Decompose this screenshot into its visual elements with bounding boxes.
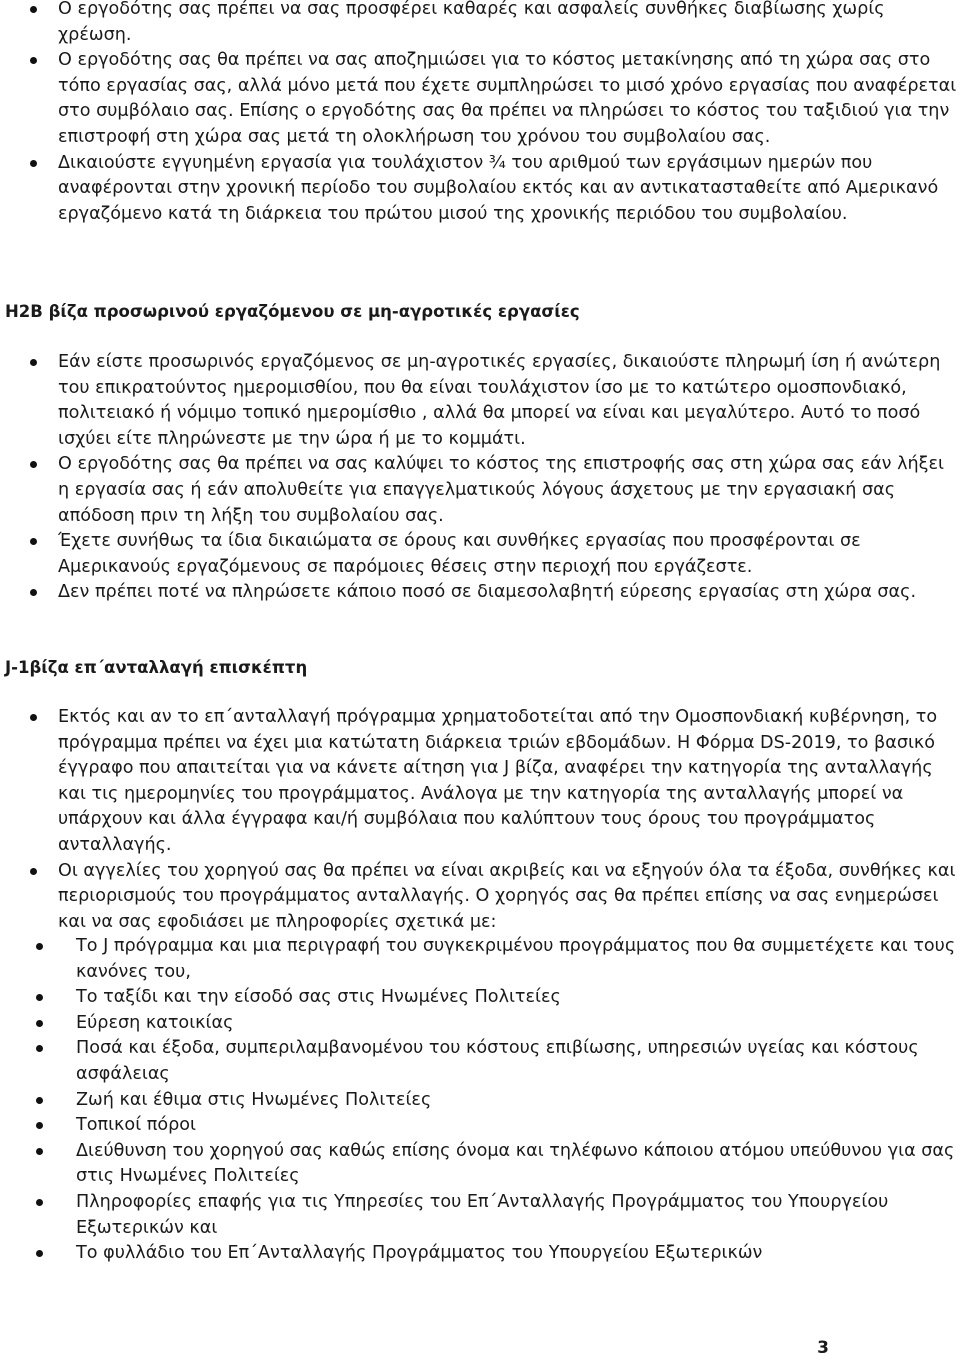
sub-list-item-text: Ζωή και έθιμα στις Ηνωμένες Πολιτείες: [76, 1089, 432, 1110]
sub-list-item-text: Το φυλλάδιο του Επ΄Ανταλλαγής Προγράμματος του Υπουργείου Εξωτερικών: [76, 1243, 763, 1264]
list-item-text: Εκτός και αν το επ΄ανταλλαγή πρόγραμμα χρηματοδοτείται από την Ομοσπονδιακή κυβέρνηση, το πρόγραμμα πρέπει να έχει μια κατώτατη διάρκεια τριών εβδομάδων. Η Φόρμα DS-2019, το βασικό έγγραφο που απαιτείται για να κάνετε αίτηση για J βίζα, αναφέρει την κατηγορία της ανταλλαγής και τις ημερομηνίες του προγράμματος. Ανάλογα με την κατηγορία της ανταλλαγής μπορεί να υπάρχουν και άλλα έγγραφα και/ή συμβόλαια που καλύπτουν τους όρους του προγράμματος ανταλλαγής.: [58, 707, 938, 855]
list-item-text: Ο εργοδότης σας θα πρέπει να σας καλύψει το κόστος της επιστροφής σας στη χώρα σας εάν λήξει η εργασία σας ή εάν απολυθείτε για επαγγελματικούς λόγους άσχετους με την εργασιακή σας απόδοση πριν τη λήξη του συμβολαίου σας.: [58, 454, 944, 526]
sub-list-item-text: Πληροφορίες επαφής για τις Υπηρεσίες του Επ΄Ανταλλαγής Προγράμματος του Υπουργείου Εξωτερικών και: [76, 1191, 889, 1238]
bullet-icon: [30, 359, 37, 366]
bullet-icon: [30, 868, 37, 875]
list-item: [0, 452, 960, 529]
bullet-icon: [36, 943, 43, 950]
list-item: [0, 0, 960, 48]
sub-list-item: [0, 934, 960, 985]
sub-list-item: [0, 1113, 960, 1139]
sub-list-item: [0, 1088, 960, 1114]
list-item: [0, 350, 960, 452]
list-item-text: Έχετε συνήθως τα ίδια δικαιώματα σε όρους και συνθήκες εργασίας που προσφέρονται σε Αμερικανούς εργαζόμενους σε παρόμοιες θέσεις στην περιοχή που εργάζεστε.: [58, 531, 861, 577]
bullet-icon: [36, 1199, 43, 1206]
j1-bullet-list: [0, 705, 960, 935]
bullet-icon: [30, 538, 37, 545]
bullet-icon: [36, 1020, 43, 1027]
sub-list-item: [0, 1011, 960, 1037]
list-item-text: Δεν πρέπει ποτέ να πληρώσετε κάποιο ποσό σε διαμεσολαβητή εύρεσης εργασίας στη χώρα σας.: [58, 582, 917, 603]
bullet-icon: [36, 1097, 43, 1104]
top-bullet-list: [0, 0, 960, 227]
list-item-text: Ο εργοδότης σας πρέπει να σας προσφέρει καθαρές και ασφαλείς συνθήκες διαβίωσης χωρίς χρέωση.: [58, 0, 885, 45]
bullet-icon: [30, 160, 37, 167]
section-heading-h2b: H2B βίζα προσωρινού εργαζόμενου σε μη-αγροτικές εργασίες: [5, 302, 580, 321]
list-item: [0, 580, 960, 606]
h2b-bullet-list: [0, 350, 960, 606]
sub-list-item-text: Ποσά και έξοδα, συμπεριλαμβανομένου του κόστους επιβίωσης, υπηρεσιών υγείας και κόστους ασφάλειας: [76, 1038, 919, 1084]
bullet-icon: [36, 1250, 43, 1257]
list-item: [0, 859, 960, 936]
list-item-text: Οι αγγελίες του χορηγού σας θα πρέπει να είναι ακριβείς και να εξηγούν όλα τα έξοδα, συνθήκες και περιορισμούς του προγράμματος ανταλλαγής. Ο χορηγός σας θα πρέπει επίσης να σας ενημερώσει και να σας εφοδιάσει με πληροφορίες σχετικά με:: [58, 860, 956, 932]
list-item: [0, 151, 960, 228]
sub-list-item: [0, 1190, 960, 1241]
page-number: 3: [817, 1338, 829, 1358]
bullet-icon: [36, 1045, 43, 1052]
list-item: [0, 48, 960, 150]
bullet-icon: [36, 1122, 43, 1129]
bullet-icon: [36, 1148, 43, 1155]
bullet-icon: [30, 57, 37, 64]
bullet-icon: [30, 6, 37, 13]
bullet-icon: [30, 589, 37, 596]
bullet-icon: [30, 461, 37, 468]
list-item-text: Εάν είστε προσωρινός εργαζόμενος σε μη-αγροτικές εργασίες, δικαιούστε πληρωμή ίση ή ανώτερη του επικρατούντος ημερομισθίου, που θα είναι τουλάχιστον ίσο με το κατώτερο ομοσπονδιακό, πολιτειακό ή νόμιμο τοπικό ημερομίσθιο , αλλά θα μπορεί να είναι και μεγαλύτερο. Αυτό το ποσό ισχύει είτε πληρώνεστε με την ώρα ή με το κομμάτι.: [58, 352, 941, 449]
bullet-icon: [36, 994, 43, 1001]
list-item-text: Ο εργοδότης σας θα πρέπει να σας αποζημιώσει για το κόστος μετακίνησης από τη χώρα σας στο τόπο εργασίας σας, αλλά μόνο μετά που έχετε συμπληρώσει το μισό χρόνο εργασίας που αναφέρεται στο συμβόλαιο σας. Επίσης ο εργοδότης σας θα πρέπει να πληρώσει το κόστος του ταξιδιού για την επιστροφή στη χώρα σας μετά τη ολοκλήρωση του χρόνου του συμβολαίου σας.: [58, 50, 957, 147]
sub-list-item: [0, 1139, 960, 1190]
j1-sub-list: [0, 934, 960, 1267]
sub-list-item-text: Τοπικοί πόροι: [76, 1115, 196, 1136]
sub-list-item-text: Εύρεση κατοικίας: [76, 1012, 234, 1033]
sub-list-item-text: Το J πρόγραμμα και μια περιγραφή του συγκεκριμένου προγράμματος που θα συμμετέχετε και τους κανόνες του,: [76, 936, 956, 982]
bullet-icon: [30, 714, 37, 721]
list-item: [0, 529, 960, 580]
sub-list-item: [0, 985, 960, 1011]
sub-list-item: [0, 1036, 960, 1087]
sub-list-item-text: Το ταξίδι και την είσοδό σας στις Ηνωμένες Πολιτείες: [76, 987, 561, 1008]
list-item: [0, 705, 960, 859]
section-heading-j1: J-1βίζα επ΄ανταλλαγή επισκέπτη: [5, 658, 308, 677]
sub-list-item: [0, 1241, 960, 1267]
list-item-text: Δικαιούστε εγγυημένη εργασία για τουλάχιστον ¾ του αριθμού των εργάσιμων ημερών που αναφέρονται στην χρονική περίοδο του συμβολαίου εκτός και αν αντικατασταθείτε από Αμερικανό εργαζόμενο κατά τη διάρκεια του πρώτου μισού της χρονικής περιόδου του συμβολαίου.: [58, 152, 939, 224]
sub-list-item-text: Διεύθυνση του χορηγού σας καθώς επίσης όνομα και τηλέφωνο κάποιου ατόμου υπεύθυνου για σας στις Ηνωμένες Πολιτείες: [76, 1140, 955, 1187]
